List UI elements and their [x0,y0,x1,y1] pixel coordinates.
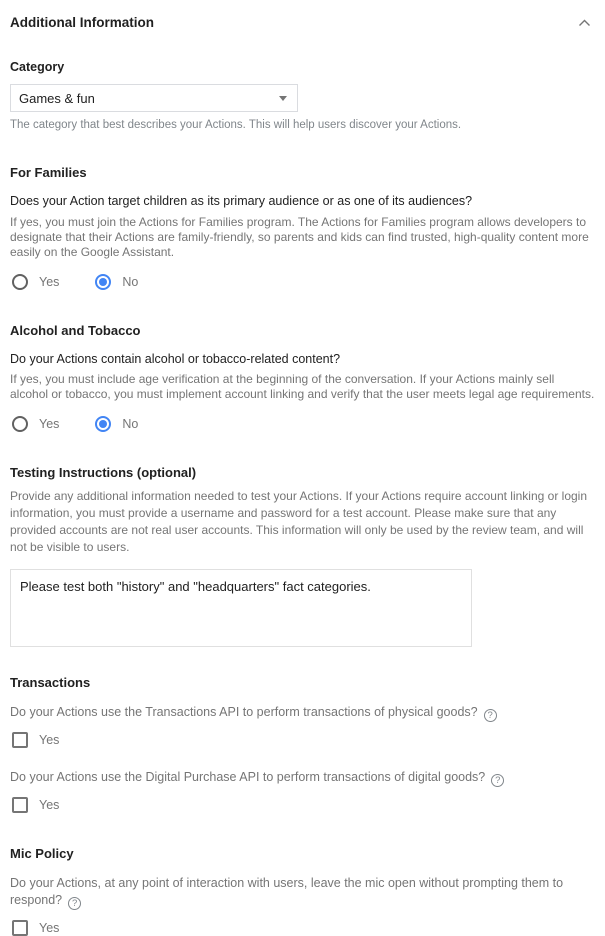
category-helper-text: The category that best describes your Actions. This will help users discover your Actions. [10,119,462,131]
panel-header [10,0,595,30]
radio-icon [95,416,111,432]
testing-instructions-input[interactable] [10,569,472,647]
for-families-question: Does your Action target children as its primary audience or as one of its audiences? [10,194,473,209]
transactions-digital-question [10,769,595,787]
checkbox-icon [12,920,28,936]
for-families-radio-yes[interactable] [12,274,59,290]
mic-policy-heading: Mic Policy [10,846,74,862]
alcohol-tobacco-radio-yes[interactable] [12,416,59,432]
mic-policy-question [10,875,580,910]
category-select[interactable] [10,84,298,112]
question-text: Do your Actions use the Transactions API to perform transactions of physical goods? [10,704,478,719]
checkbox-label: Yes [39,733,60,748]
checkbox-label: Yes [39,798,60,813]
question-text: Do your Actions use the Digital Purchase API to perform transactions of digital goods? [10,770,486,785]
for-families-heading: For Families [10,165,87,181]
chevron-up-icon [578,19,591,27]
help-icon[interactable]: ? [68,897,81,910]
alcohol-tobacco-heading: Alcohol and Tobacco [10,322,141,338]
transactions-physical-checkbox[interactable] [10,732,595,748]
testing-instructions-heading: Testing Instructions (optional) [10,464,197,480]
radio-icon [12,416,28,432]
alcohol-tobacco-radio-no[interactable] [95,416,138,432]
transactions-heading: Transactions [10,674,91,690]
category-label: Category [10,60,65,74]
checkbox-label: Yes [39,920,60,935]
transactions-physical-question [10,704,595,722]
question-text: Do your Actions, at any point of interaction with users, leave the mic open without prompting them to respond? [10,876,564,907]
testing-instructions-helper-text: Provide any additional information needed to test your Actions. If your Actions require account linking or login information, you must provide a username and password for a test account. Please make sure that any provided accounts are not real user accounts. This information will only be used by the review team, and will not be visible to users. [10,488,588,554]
radio-label: No [122,416,139,431]
radio-label: Yes [39,274,60,289]
radio-icon [12,274,28,290]
for-families-radio-group [10,274,595,290]
help-icon[interactable]: ? [491,774,504,787]
radio-label: No [122,274,139,289]
for-families-helper-text: If yes, you must join the Actions for Families program. The Actions for Families program allows developers to designate that their Actions are family-friendly, so parents and kids can find trusted, high-quality content more easily on the Google Assistant. [10,214,589,260]
dropdown-arrow-icon [279,96,287,101]
for-families-radio-no[interactable] [95,274,138,290]
alcohol-tobacco-helper-text: If yes, you must include age verification at the beginning of the conversation. If your Actions mainly sell alcohol or tobacco, you must implement account linking and verify that the user meets legal age requirements. [10,371,595,402]
category-selected-value: Games & fun [19,90,95,106]
alcohol-tobacco-radio-group [10,416,595,432]
transactions-digital-checkbox[interactable] [10,797,595,813]
radio-icon [95,274,111,290]
page-title: Additional Information [10,15,154,30]
mic-policy-checkbox[interactable] [10,920,595,936]
checkbox-icon [12,732,28,748]
collapse-section-button[interactable] [576,17,593,29]
checkbox-icon [12,797,28,813]
help-icon[interactable]: ? [484,709,497,722]
radio-label: Yes [39,416,60,431]
alcohol-tobacco-question: Do your Actions contain alcohol or tobacco-related content? [10,351,341,366]
